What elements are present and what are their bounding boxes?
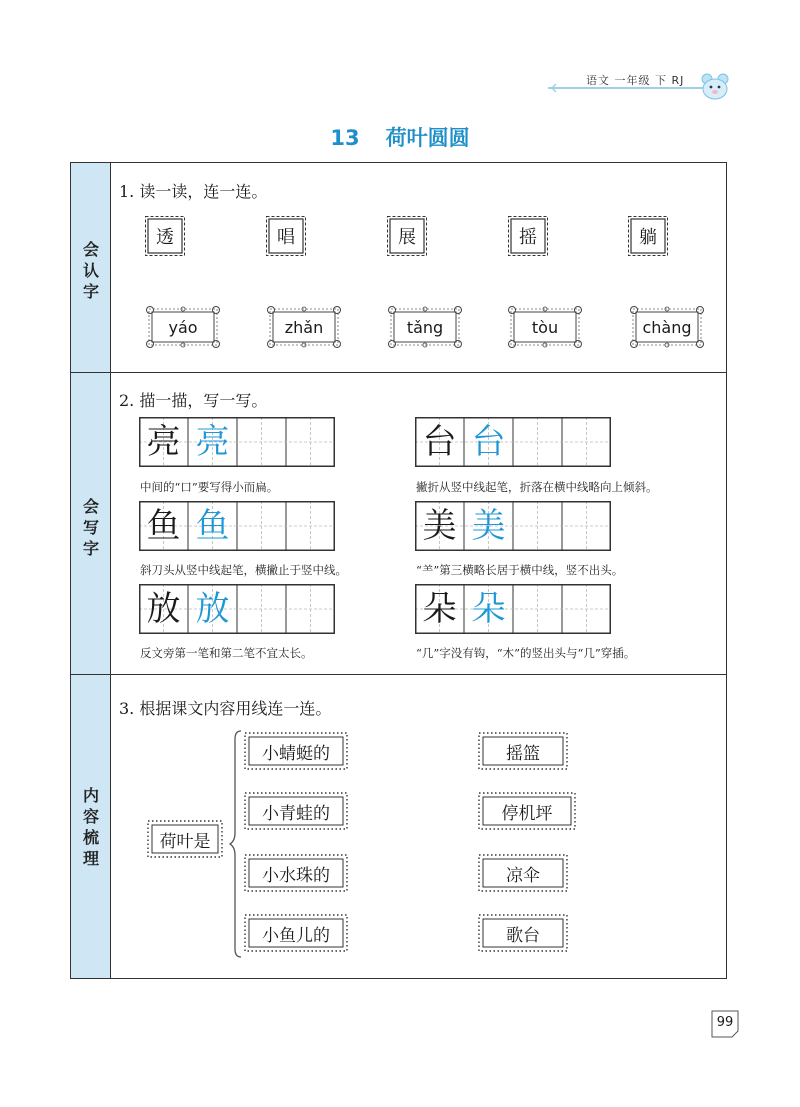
left-match-card[interactable]: 小鱼儿的 bbox=[243, 913, 349, 953]
model-char: 亮 bbox=[146, 422, 181, 462]
char-card[interactable]: 展 bbox=[386, 215, 428, 257]
question-3-title: 3. 根据课文内容用线连一连。 bbox=[119, 699, 332, 718]
model-char: 朵 bbox=[422, 589, 457, 629]
question-2-title: 2. 描一描，写一写。 bbox=[119, 391, 268, 410]
trace-char: 美 bbox=[471, 506, 506, 546]
char-card[interactable]: 唱 bbox=[265, 215, 307, 257]
section-label-recognize: 会 认 字 bbox=[82, 240, 99, 301]
section-sidebar bbox=[71, 163, 111, 978]
left-match-card[interactable]: 小水珠的 bbox=[243, 853, 349, 893]
lesson-name: 荷叶圆圆 bbox=[385, 126, 470, 150]
page-number: 99 bbox=[716, 1015, 734, 1030]
char-card[interactable]: 躺 bbox=[627, 215, 669, 257]
writing-tip: 撇折从竖中线起笔，折落在横中线略向上倾斜。 bbox=[416, 480, 658, 494]
grouping-brace bbox=[229, 729, 243, 959]
trace-char: 朵 bbox=[471, 589, 506, 629]
writing-grid[interactable] bbox=[139, 417, 335, 467]
writing-grid[interactable] bbox=[139, 501, 335, 551]
header-arrow-icon bbox=[552, 84, 566, 92]
lesson-title bbox=[0, 122, 800, 152]
right-match-card[interactable]: 摇篮 bbox=[477, 731, 569, 771]
trace-char: 放 bbox=[195, 589, 230, 629]
writing-tip: “⺷”第三横略长居于横中线，竖不出头。 bbox=[416, 563, 624, 577]
right-match-card[interactable]: 歌台 bbox=[477, 913, 569, 953]
lesson-number: 13 bbox=[330, 126, 360, 150]
pinyin-card[interactable]: tǎng bbox=[387, 305, 463, 349]
writing-grid[interactable] bbox=[415, 501, 611, 551]
model-char: 鱼 bbox=[146, 506, 181, 546]
char-card[interactable]: 摇 bbox=[507, 215, 549, 257]
writing-grid[interactable] bbox=[415, 584, 611, 634]
section-divider bbox=[71, 372, 726, 373]
pinyin-card[interactable]: tòu bbox=[507, 305, 583, 349]
left-match-card[interactable]: 小蜻蜓的 bbox=[243, 731, 349, 771]
writing-tip: 斜刀头从竖中线起笔，横撇止于竖中线。 bbox=[140, 563, 347, 577]
section-divider bbox=[71, 674, 726, 675]
pinyin-card[interactable]: chàng bbox=[629, 305, 705, 349]
writing-tip: 中间的“口”要写得小而扁。 bbox=[140, 480, 279, 494]
model-char: 美 bbox=[422, 506, 457, 546]
question-1-title: 1. 读一读，连一连。 bbox=[119, 182, 268, 201]
writing-grid[interactable] bbox=[139, 584, 335, 634]
root-card[interactable]: 荷叶是 bbox=[146, 819, 224, 859]
pinyin-card[interactable]: zhǎn bbox=[266, 305, 342, 349]
model-char: 放 bbox=[146, 589, 181, 629]
book-label: 语文 一年级 下 RJ bbox=[586, 74, 685, 87]
right-match-card[interactable]: 停机坪 bbox=[477, 791, 577, 831]
trace-char: 鱼 bbox=[195, 506, 230, 546]
section-label-content: 内 容 梳 理 bbox=[82, 786, 99, 868]
right-match-card[interactable]: 凉伞 bbox=[477, 853, 569, 893]
writing-tip: “几”字没有钩，“木”的竖出头与“几”穿插。 bbox=[416, 646, 636, 660]
left-match-card[interactable]: 小青蛙的 bbox=[243, 791, 349, 831]
bear-mascot-icon bbox=[700, 72, 730, 100]
exercise-frame bbox=[70, 162, 727, 979]
writing-tip: 反文旁第一笔和第二笔不宜太长。 bbox=[140, 646, 313, 660]
pinyin-card[interactable]: yáo bbox=[145, 305, 221, 349]
writing-grid[interactable] bbox=[415, 417, 611, 467]
char-card[interactable]: 透 bbox=[144, 215, 186, 257]
model-char: 台 bbox=[422, 422, 457, 462]
trace-char: 亮 bbox=[195, 422, 230, 462]
trace-char: 台 bbox=[471, 422, 506, 462]
section-label-write: 会 写 字 bbox=[82, 497, 99, 558]
